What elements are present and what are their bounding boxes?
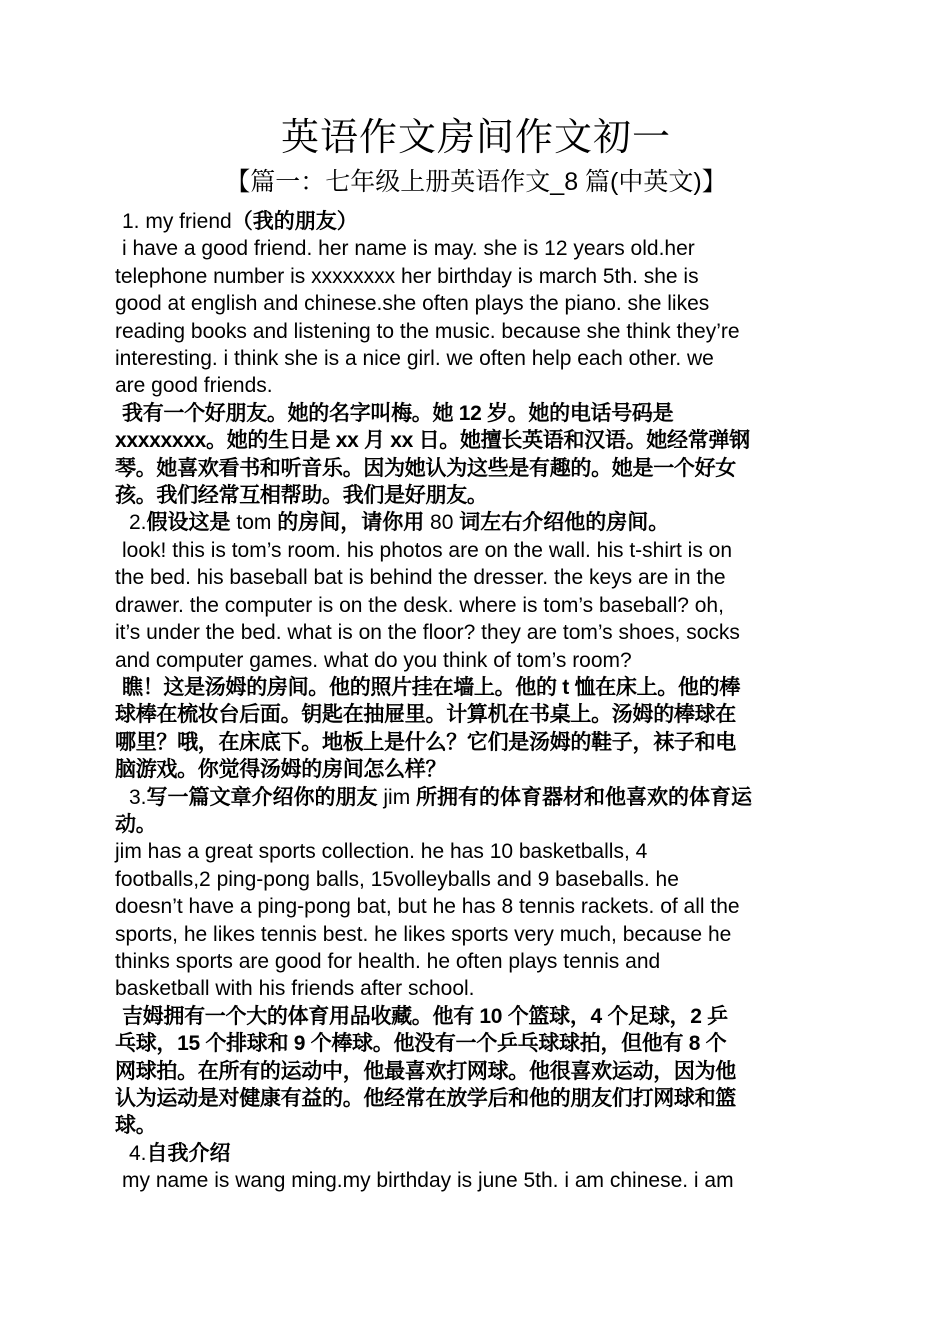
english-line: footballs,2 ping-pong balls, 15volleyballs and 9 baseballs. he	[115, 867, 679, 891]
english-line: my name is wang ming.my birthday is june 5th. i am chinese. i am	[122, 1169, 734, 1193]
heading-number: 2.	[129, 511, 147, 535]
english-line: the bed. his baseball bat is behind the dresser. the keys are in the	[115, 566, 726, 590]
english-line: reading books and listening to the music. because she think they’re	[115, 319, 740, 343]
english-line: good at english and chinese.she often plays the piano. she likes	[115, 292, 710, 316]
chinese-line: 瞧！这是汤姆的房间。他的照片挂在墙上。他的 t 恤在床上。他的棒	[122, 675, 741, 699]
english-line: telephone number is xxxxxxxx her birthday is march 5th. she is	[115, 264, 699, 288]
chinese-line: 网球拍。在所有的运动中，他最喜欢打网球。他很喜欢运动，因为他	[115, 1059, 736, 1083]
chinese-line: 琴。她喜欢看书和听音乐。因为她认为这些是有趣的。她是一个好女	[115, 456, 736, 480]
section-toms-room	[115, 509, 837, 783]
chinese-line: 乓球，15 个排球和 9 个棒球。他没有一个乒乓球球拍，但他有 8 个	[115, 1032, 727, 1056]
english-line: drawer. the computer is on the desk. where is tom’s baseball? oh,	[115, 593, 724, 617]
heading-number: 3.	[129, 785, 147, 809]
chinese-line: 球棒在梳妆台后面。钥匙在抽屉里。计算机在书桌上。汤姆的棒球在	[115, 703, 736, 727]
chinese-line: 吉姆拥有一个大的体育用品收藏。他有 10 个篮球，4 个足球，2 乒	[122, 1004, 728, 1028]
english-line: it’s under the bed. what is on the floor? they are tom’s shoes, socks	[115, 621, 740, 645]
english-line: i have a good friend. her name is may. she is 12 years old.her	[122, 237, 695, 261]
english-line: and computer games. what do you think of tom’s room?	[115, 648, 632, 672]
section-sports-collection	[115, 784, 837, 1140]
chinese-line: 球。	[115, 1114, 157, 1138]
english-line: look! this is tom’s room. his photos are on the wall. his t-shirt is on	[122, 538, 733, 562]
heading-number: 4.	[129, 1141, 147, 1165]
chinese-line: 脑游戏。你觉得汤姆的房间怎么样？	[115, 758, 447, 782]
heading-chinese: （我的朋友）	[231, 210, 358, 233]
chinese-line: 哪里？哦，在床底下。地板上是什么？它们是汤姆的鞋子，袜子和电	[115, 730, 736, 754]
section-my-friend	[115, 208, 837, 509]
section-heading	[115, 208, 837, 235]
chinese-line: 孩。我们经常互相帮助。我们是好朋友。	[115, 484, 488, 508]
english-line: doesn’t have a ping-pong bat, but he has 8 tennis rackets. of all the	[115, 895, 740, 919]
english-line: are good friends.	[115, 374, 273, 398]
chinese-line: 我有一个好朋友。她的名字叫梅。她 12 岁。她的电话号码是	[122, 401, 674, 425]
document-page	[115, 112, 837, 1195]
section-heading: 2.假设这是 tom 的房间，请你用 80 词左右介绍他的房间。	[129, 511, 670, 535]
section-heading: 4.自我介绍	[129, 1141, 231, 1165]
document-title: 英语作文房间作文初一	[280, 117, 671, 159]
english-line: sports, he likes tennis best. he likes sports very much, because he	[115, 922, 732, 946]
chinese-line: 认为运动是对健康有益的。他经常在放学后和他的朋友们打网球和篮	[115, 1087, 736, 1110]
english-line: jim has a great sports collection. he has 10 basketballs, 4	[115, 840, 648, 864]
chinese-line: xxxxxxxx。她的生日是 xx 月 xx 日。她擅长英语和汉语。她经常弹钢	[115, 429, 750, 453]
section-heading: 3.写一篇文章介绍你的朋友 jim 所拥有的体育器材和他喜欢的体育运	[129, 785, 753, 809]
heading-number: 1. my friend	[122, 210, 232, 233]
document-subtitle: 【篇一：七年级上册英语作文_8 篇(中英文)】	[225, 168, 727, 196]
english-line: basketball with his friends after school.	[115, 977, 475, 1001]
section-self-introduction	[115, 1140, 837, 1195]
section-heading-continued: 动。	[115, 812, 157, 836]
english-line: interesting. i think she is a nice girl. we often help each other. we	[115, 347, 714, 371]
english-line: thinks sports are good for health. he often plays tennis and	[115, 949, 661, 973]
